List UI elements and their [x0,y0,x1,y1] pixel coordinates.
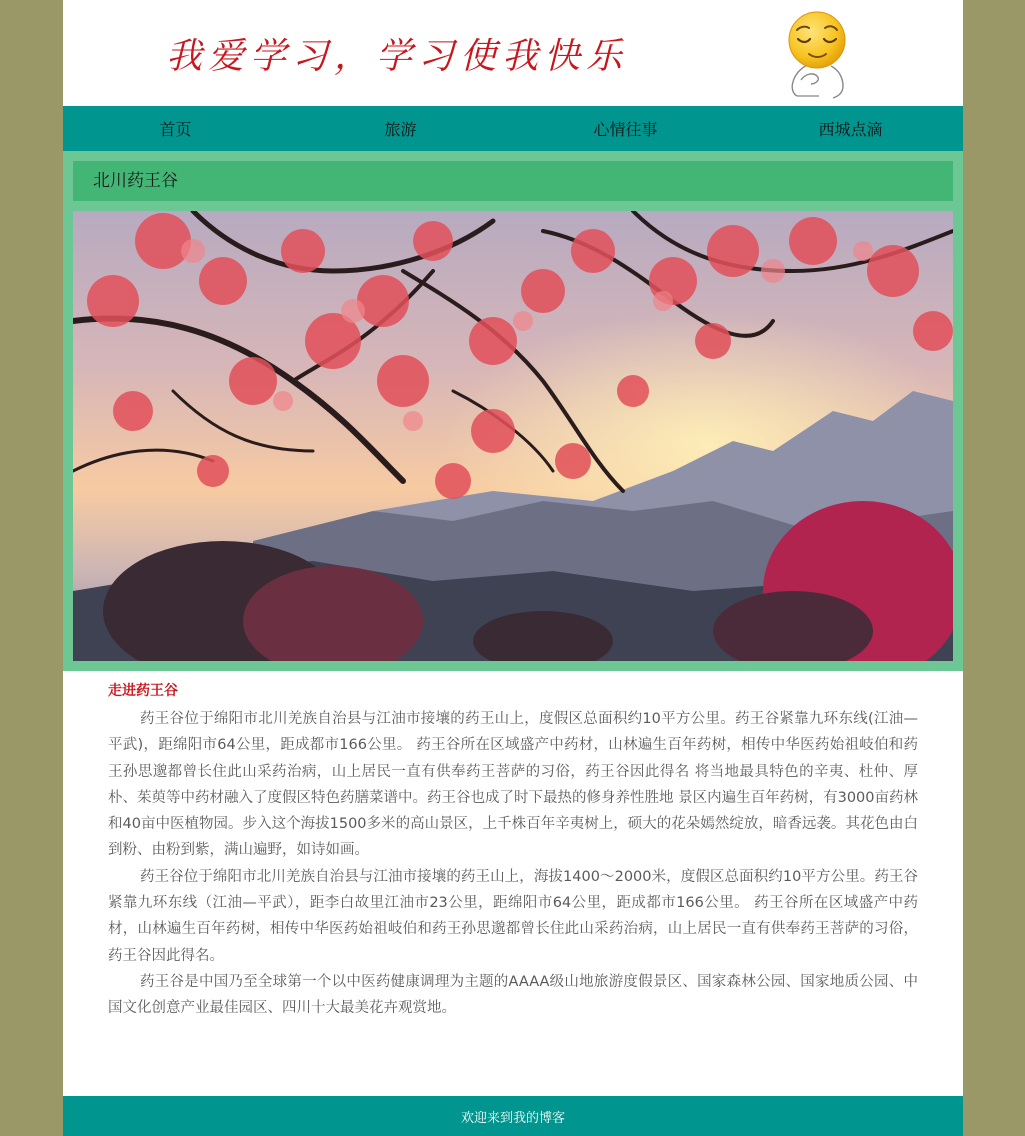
main-nav [63,106,963,151]
article-paragraph: 药王谷位于绵阳市北川羌族自治县与江油市接壤的药王山上，海拔1400～2000米，度假区总面积约10平方公里。药王谷紧靠九环东线（江油—平武），距李白故里江油市23公里，距绵阳市64公里，距成都市166公里。 药王谷所在区域盛产中药材，山林遍生百年药树，相传中华医药始祖岐伯和药王孙思邈都曾长住此山采药治病，山上居民一直有供奉药王菩萨的习俗，药王谷因此得名。 [108,868,918,964]
nav-item-home[interactable]: 首页 [159,120,192,139]
footer-text: 欢迎来到我的博客 [460,1110,565,1126]
feature-title: 北川药王谷 [93,171,178,191]
relieved-face-icon [781,8,851,100]
site-slogan: 我爱学习，学习使我快乐 [166,36,629,77]
article-paragraph: 药王谷位于绵阳市北川羌族自治县与江油市接壤的药王山上，度假区总面积约10平方公里。药王谷紧靠九环东线(江油—平武)，距绵阳市64公里，距成都市166公里。 药王谷所在区域盛产中药材，山林遍生百年药树，相传中华医药始祖岐伯和药王孙思邈都曾长住此山采药治病，山上居民一直有供奉药王菩萨的习俗，药王谷因此得名 将当地最具特色的辛夷、杜仲、厚朴、茱萸等中药材融入了度假区特色药膳菜谱中。药王谷也成了时下最热的修身养性胜地 景区内遍生百年药树，有3000亩药林和40亩中医植物园。步入这个海拔1500多米的高山景区，上千株百年辛夷树上，硕大的花朵嫣然绽放，暗香远袭。其花色由白到粉、由粉到紫，满山遍野，如诗如画。 [108,711,919,859]
mountain-sunset-blossom-photo [73,211,953,661]
article [108,680,918,1022]
page-container [63,0,963,1136]
article-heading: 走进药王谷 [108,683,178,699]
feature-title-bar [73,161,953,201]
footer [63,1096,963,1136]
nav-item-memories[interactable]: 心情往事 [593,120,658,139]
article-paragraph: 药王谷是中国乃至全球第一个以中医药健康调理为主题的AAAA级山地旅游度假景区、国家森林公园、国家地质公园、中国文化创意产业最佳园区、四川十大最美花卉观赏地。 [108,973,918,1017]
banner [63,0,963,106]
nav-item-travel[interactable]: 旅游 [384,120,417,139]
nav-item-xicheng[interactable]: 西城点滴 [818,120,883,139]
feature-panel [63,151,963,671]
